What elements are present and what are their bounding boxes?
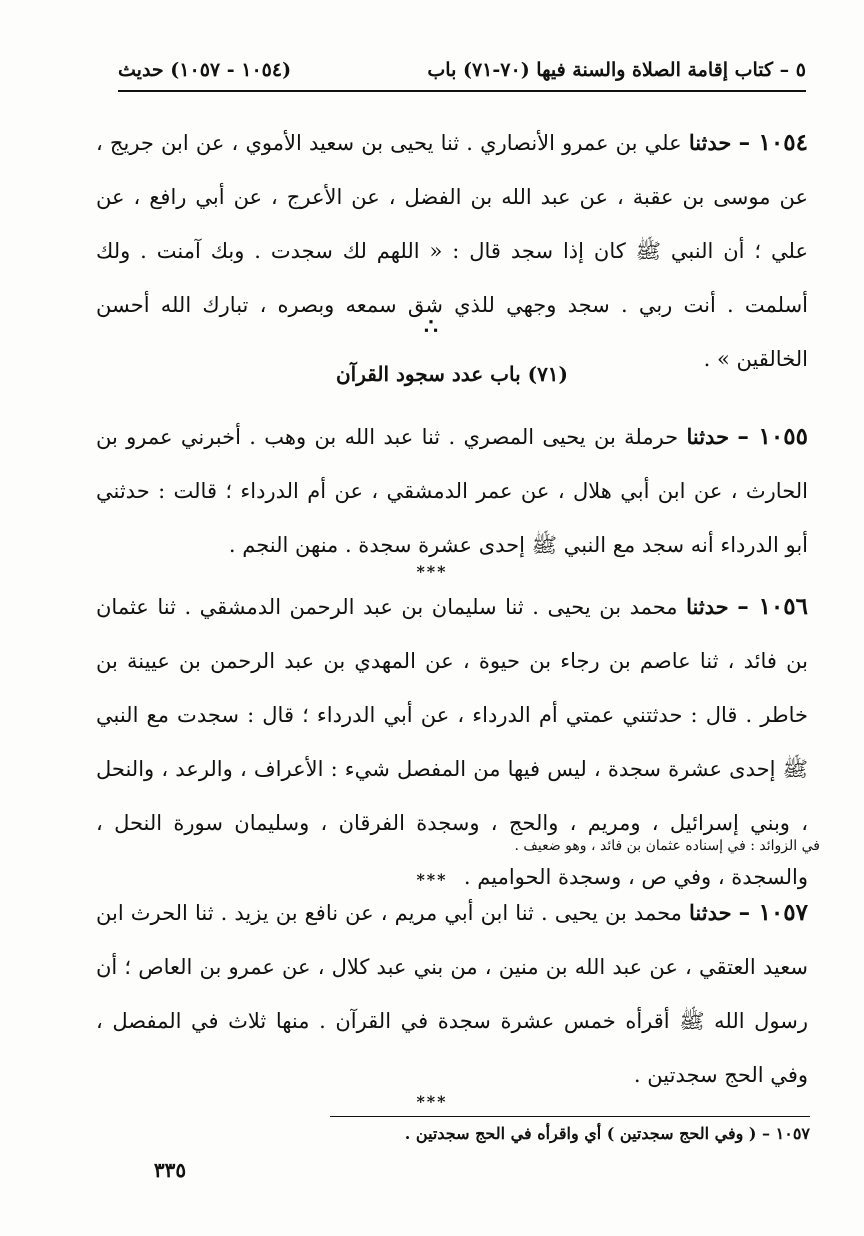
hadith-opening: حدثنا	[686, 424, 730, 449]
hadith-opening: حدثنا	[686, 594, 729, 619]
star-separator: ***	[416, 562, 448, 581]
section-separator-symbol: ∴	[424, 314, 440, 340]
footnote: ١٠٥٧ – ( وفي الحج سجدتين ) أي واقرأه في الحج سجدتين .	[404, 1124, 810, 1143]
hadith-1054	[96, 116, 808, 386]
chapter-title: (٧١) باب عدد سجود القرآن	[335, 362, 569, 386]
header-hadith-range: (١٠٥٤ - ١٠٥٧) حديث	[118, 59, 292, 81]
star-separator: ***	[416, 870, 448, 889]
hadith-text: محمد بن يحيى . ثنا سليمان بن عبد الرحمن الدمشقي . ثنا عثمان بن فائد ، ثنا عاصم بن رجاء بن حيوة ، عن المهدي بن عبد الرحمن بن عيينة بن خاطر . قال : حدثتني عمتي أم الدرداء ، عن أبي الدرداء ؛ قال : سجدت مع النبي ﷺ إحدى عشرة سجدة ، ليس فيها من المفصل شيء : الأعراف ، والرعد ، والنحل ، وبني إسرائيل ، ومريم ، والحج ، وسجدة الفرقان ، وسليمان سورة النحل ، والسجدة ، وفي ص ، وسجدة الحواميم .	[96, 595, 808, 889]
hadith-number: ١٠٥٤ –	[738, 129, 808, 156]
hadith-text: محمد بن يحيى . ثنا ابن أبي مريم ، عن نافع بن يزيد . ثنا الحرث ابن سعيد العتقي ، عن عبد الله بن منين ، من بني عبد كلال ، عن عمرو بن العاص ؛ أن رسول الله ﷺ أقرأه خمس عشرة سجدة في القرآن . منها ثلاث في المفصل ، وفي الحج سجدتين .	[96, 901, 808, 1087]
page-number: ٣٣٥	[153, 1158, 187, 1182]
hadith-opening: حدثنا	[688, 900, 732, 925]
hadith-1055	[96, 410, 808, 572]
hadith-text: علي بن عمرو الأنصاري . ثنا يحيى بن سعيد الأموي ، عن ابن جريج ، عن موسى بن عقبة ، عن عبد الله بن الفضل ، عن الأعرج ، عن أبي رافع ، عن علي ؛ أن النبي ﷺ كان إذا سجد قال : « اللهم لك سجدت . وبك آمنت . ولك أسلمت . أنت ربي . سجد وجهي للذي شق سمعه وبصره ، تبارك الله أحسن الخالقين » .	[96, 131, 808, 371]
hadith-number: ١٠٥٧ –	[738, 899, 808, 926]
star-separator: ***	[416, 1092, 448, 1111]
hadith-opening: حدثنا	[688, 130, 732, 155]
hadith-text: حرملة بن يحيى المصري . ثنا عبد الله بن وهب . أخبرني عمرو بن الحارث ، عن ابن أبي هلال ، عن عمر الدمشقي ، عن أم الدرداء ؛ قالت : حدثني أبو الدرداء أنه سجد مع النبي ﷺ إحدى عشرة سجدة . منهن النجم .	[96, 425, 808, 557]
hadith-number: ١٠٥٦ –	[737, 593, 808, 620]
footnote-rule	[330, 1116, 810, 1117]
hadith-number: ١٠٥٥ –	[737, 423, 808, 450]
header-book-title: ٥ – كتاب إقامة الصلاة والسنة فيها (٧٠-٧١) باب	[427, 59, 806, 81]
hadith-1057	[96, 886, 808, 1102]
running-header	[118, 52, 806, 88]
zawaid-note: في الزوائد : في إسناده عثمان بن فائد ، وهو ضعيف .	[514, 838, 820, 854]
hadith-1056	[96, 580, 808, 904]
header-rule	[118, 90, 806, 92]
